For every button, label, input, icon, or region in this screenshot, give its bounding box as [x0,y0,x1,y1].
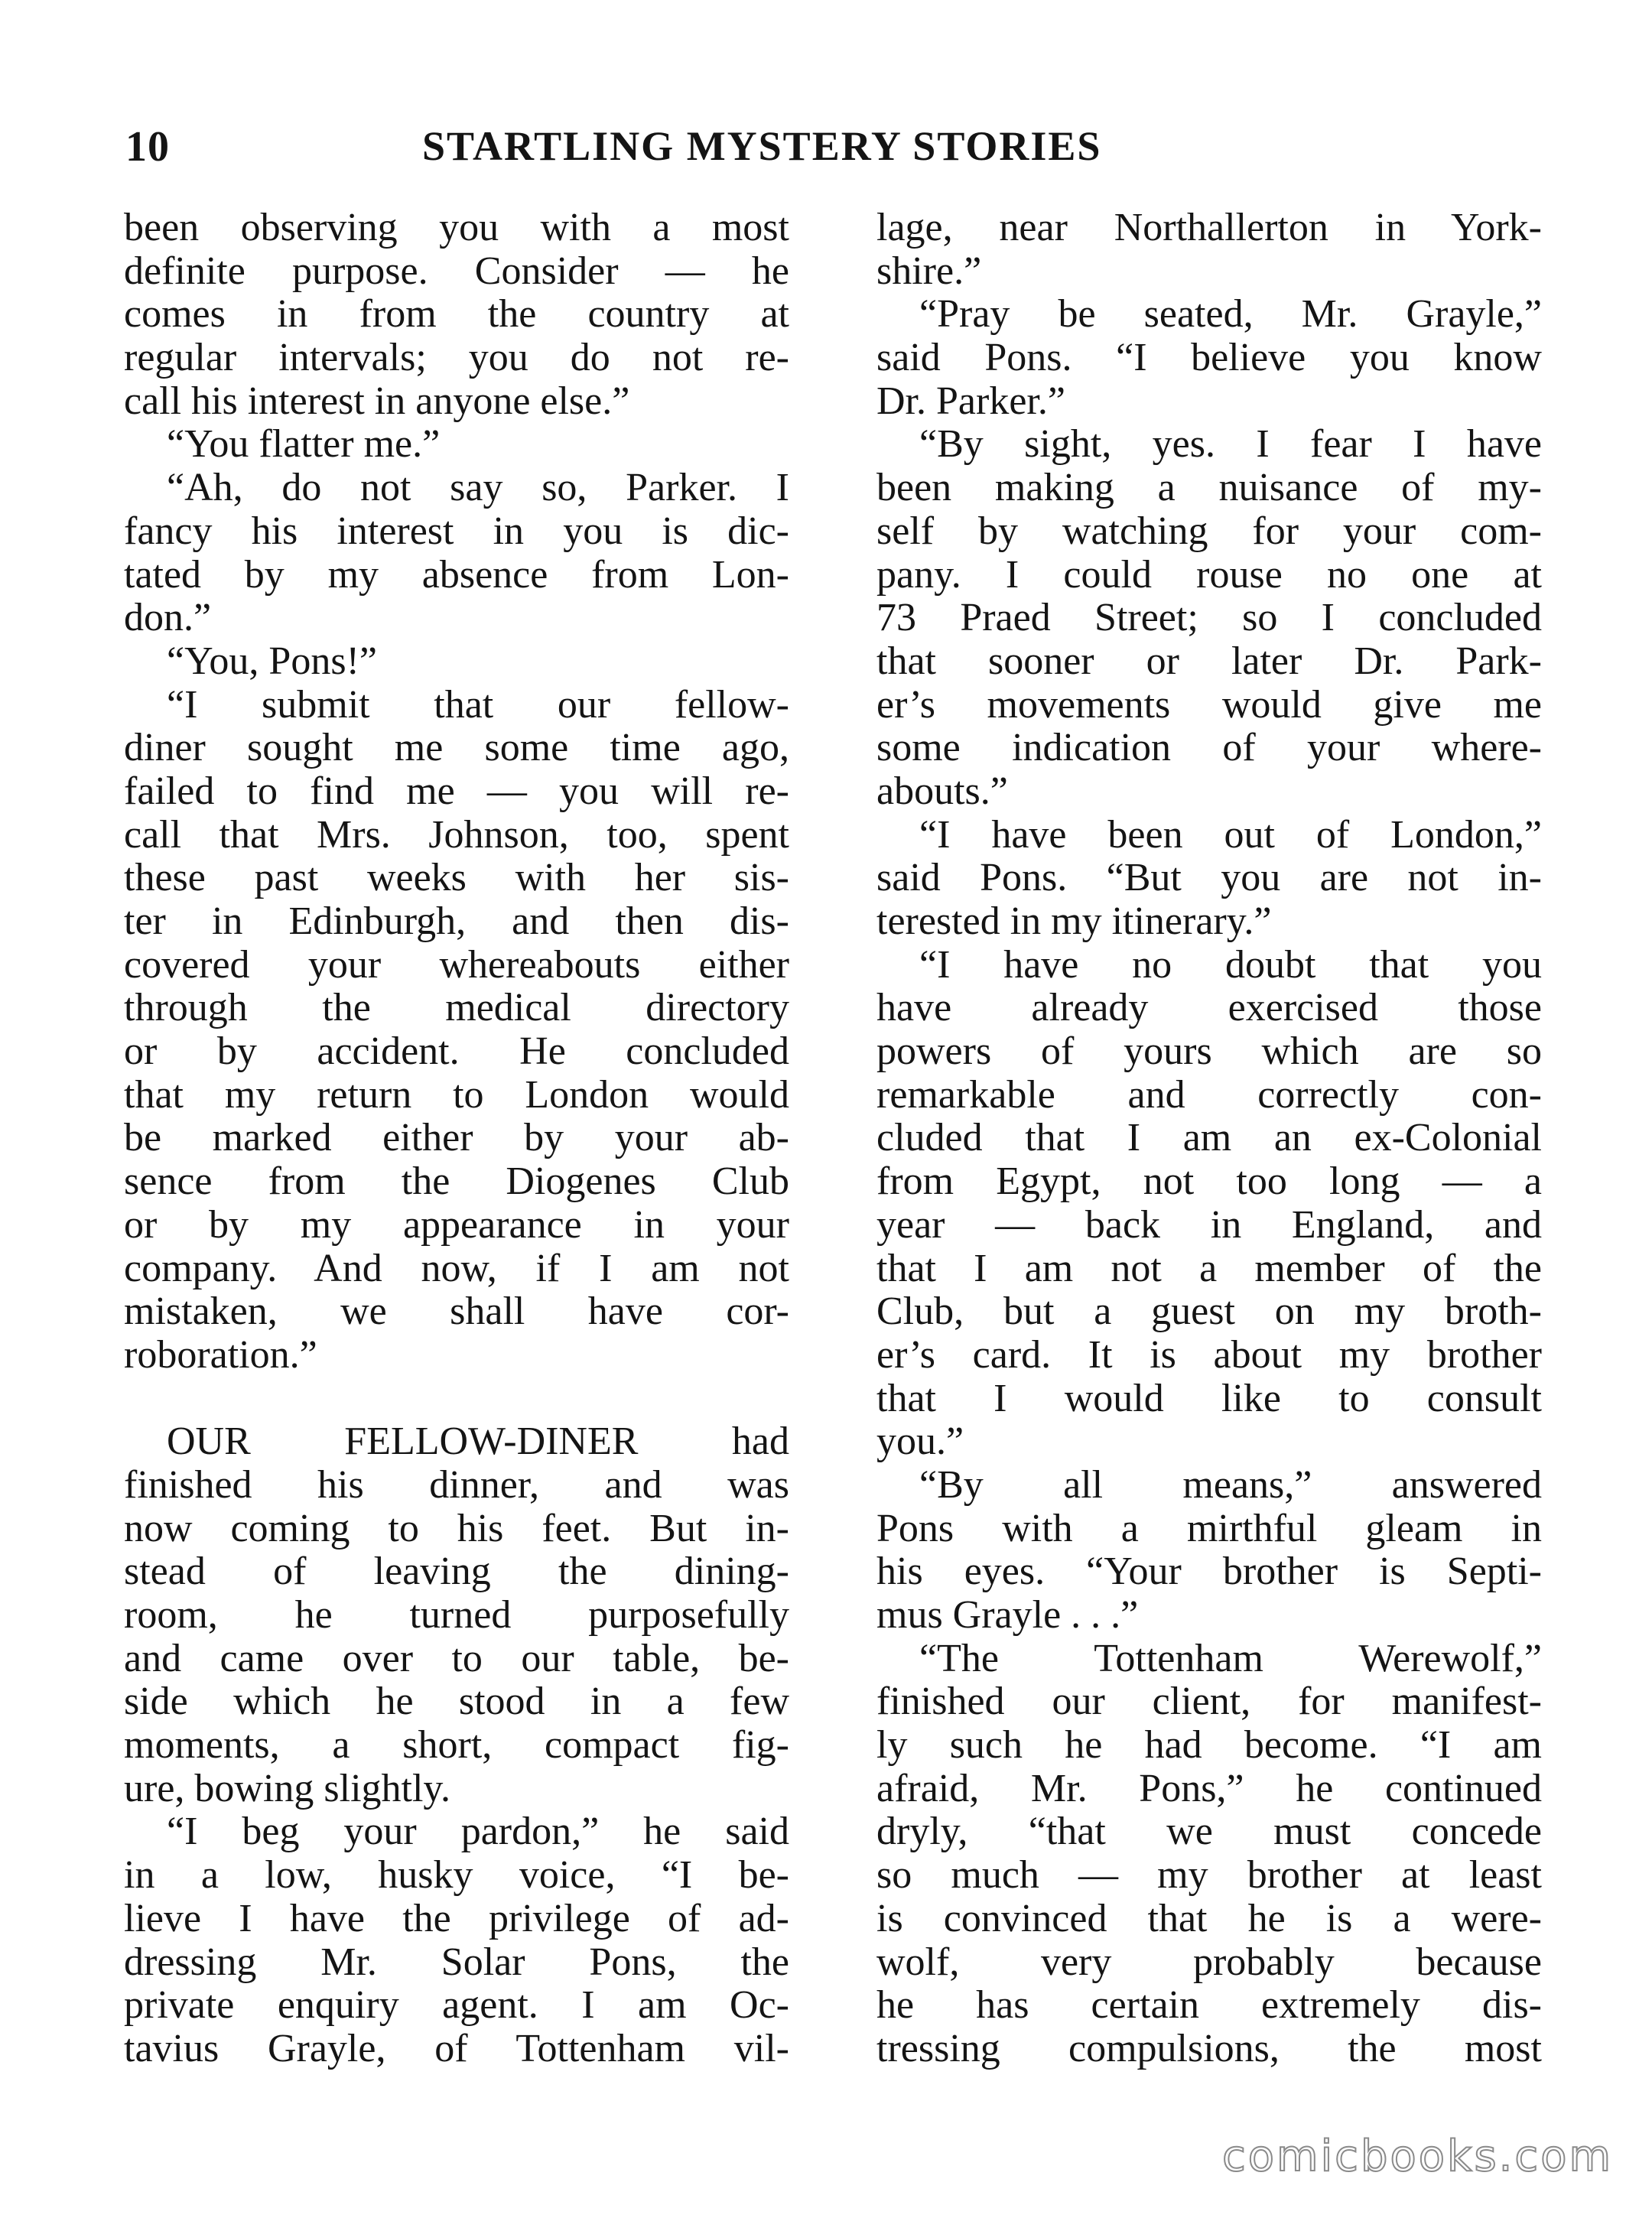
text-line: finished our client, for manifest- [876,1680,1542,1724]
text-line: tated by my absence from Lon- [124,552,789,597]
text-line: company. And now, if I am not [124,1246,789,1290]
text-line: call that Mrs. Johnson, too, spent [124,812,789,857]
text-line: regular intervals; you do not re- [124,336,789,380]
site-watermark: comicbooks.com [1222,2132,1614,2181]
text-line: powers of yours which are so [876,1029,1542,1074]
running-title: STARTLING MYSTERY STORIES [422,123,1102,169]
text-line: said Pons. “I believe you know [876,336,1542,380]
text-line: sence from the Diogenes Club [124,1159,789,1204]
left-text-column [124,207,789,2071]
text-line: “I have been out of London,” [919,812,1542,857]
text-line: definite purpose. Consider — he [124,249,789,293]
right-text-column [876,207,1542,2071]
text-line: call his interest in anyone else.” [124,379,630,423]
text-line: stead of leaving the dining- [124,1550,789,1594]
text-line: year — back in England, and [876,1202,1542,1247]
text-line: covered your whereabouts either [124,942,789,987]
text-line: “I have no doubt that you [919,942,1542,987]
text-line: comes in from the country at [124,292,789,337]
text-line: abouts.” [876,769,1008,813]
text-line: that sooner or later Dr. Park- [876,639,1542,683]
text-line: or by accident. He concluded [124,1029,789,1074]
text-line: mistaken, we shall have cor- [124,1289,789,1334]
text-line: lieve I have the privilege of ad- [124,1896,789,1940]
text-line: been making a nuisance of my- [876,466,1542,510]
text-line: been observing you with a most [124,206,789,249]
text-line: failed to find me — you will re- [124,769,789,813]
text-line: ly such he had become. “I am [876,1723,1542,1768]
text-line: Club, but a guest on my broth- [876,1289,1542,1334]
text-line: dressing Mr. Solar Pons, the [124,1940,789,1984]
text-line: don.” [124,596,212,640]
text-line: he has certain extremely dis- [876,1983,1542,2028]
text-line: “I beg your pardon,” he said [167,1810,789,1854]
text-line: side which he stood in a few [124,1680,789,1724]
text-line: remarkable and correctly con- [876,1072,1542,1117]
text-line: in a low, husky voice, “I be- [124,1853,789,1898]
text-line: so much — my brother at least [876,1853,1542,1898]
page-number: 10 [125,123,170,171]
text-line: his eyes. “Your brother is Septi- [876,1550,1542,1594]
text-line: OUR FELLOW-DINER had [167,1420,789,1464]
text-line: Dr. Parker.” [876,379,1065,423]
text-line: mus Grayle . . .” [876,1593,1139,1637]
text-line: Pons with a mirthful gleam in [876,1506,1542,1550]
text-line: tavius Grayle, of Tottenham vil- [124,2026,789,2070]
text-line: you.” [876,1420,964,1464]
text-line: “By all means,” answered [919,1462,1542,1507]
text-line: fancy his interest in you is dic- [124,509,789,553]
text-line: or by my appearance in your [124,1202,789,1247]
text-line: pany. I could rouse no one at [876,552,1542,597]
text-line: private enquiry agent. I am Oc- [124,1983,789,2028]
text-line: self by watching for your com- [876,509,1542,553]
text-line: ure, bowing slightly. [124,1766,451,1810]
text-line: “You flatter me.” [167,422,441,467]
text-line: tressing compulsions, the most [876,2026,1542,2070]
text-line: terested in my itinerary.” [876,899,1272,943]
text-line: “The Tottenham Werewolf,” [919,1636,1542,1680]
text-line: have already exercised those [876,986,1542,1030]
text-line: is convinced that he is a were- [876,1896,1542,1940]
text-line: dryly, “that we must concede [876,1810,1542,1854]
text-line: room, he turned purposefully [124,1593,789,1637]
text-line: ter in Edinburgh, and then dis- [124,899,789,943]
text-line: that my return to London would [124,1072,789,1117]
text-line: diner sought me some time ago, [124,726,789,770]
paragraph-break [124,1377,789,1421]
text-line: shire.” [876,249,982,293]
text-line: “You, Pons!” [167,639,377,683]
text-line: er’s movements would give me [876,682,1542,727]
text-line: “I submit that our fellow- [167,682,789,727]
text-line: some indication of your where- [876,726,1542,770]
text-line: “Ah, do not say so, Parker. I [167,466,789,510]
text-line: through the medical directory [124,986,789,1030]
text-line: from Egypt, not too long — a [876,1159,1542,1204]
text-line: now coming to his feet. But in- [124,1506,789,1550]
text-line: wolf, very probably because [876,1940,1542,1984]
text-line: cluded that I am an ex-Colonial [876,1116,1542,1160]
text-line: afraid, Mr. Pons,” he continued [876,1766,1542,1810]
text-line: moments, a short, compact fig- [124,1723,789,1768]
text-line: lage, near Northallerton in York- [876,206,1542,249]
text-line: finished his dinner, and was [124,1462,789,1507]
text-line: “Pray be seated, Mr. Grayle,” [919,292,1542,337]
text-line: said Pons. “But you are not in- [876,856,1542,900]
text-line: roboration.” [124,1332,317,1377]
text-line: “By sight, yes. I fear I have [919,422,1542,467]
text-line: that I am not a member of the [876,1246,1542,1290]
text-line: and came over to our table, be- [124,1636,789,1680]
text-line: be marked either by your ab- [124,1116,789,1160]
text-line: that I would like to consult [876,1376,1542,1420]
text-line: er’s card. It is about my brother [876,1332,1542,1377]
text-line: these past weeks with her sis- [124,856,789,900]
text-line: 73 Praed Street; so I concluded [876,596,1542,640]
